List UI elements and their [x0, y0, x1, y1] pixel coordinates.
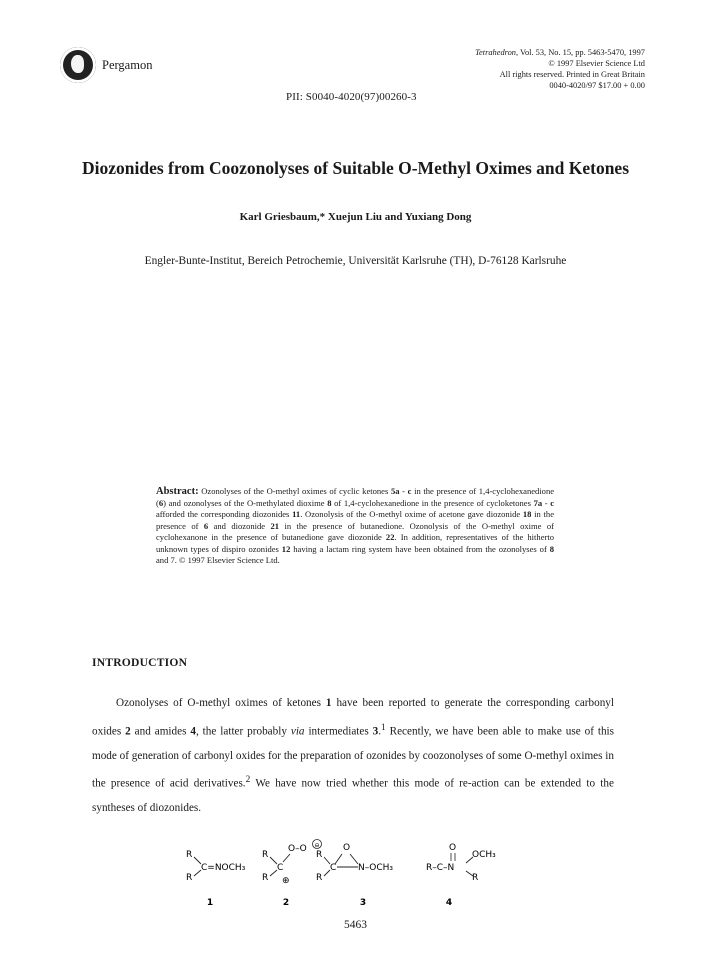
r-label: R: [262, 850, 269, 860]
price-line: 0040-4020/97 $17.00 + 0.00: [549, 81, 645, 90]
compound-number-2: 2: [282, 898, 290, 908]
bond: [194, 870, 201, 876]
abstract: [156, 486, 554, 567]
compound-ref: 12: [281, 543, 291, 554]
page-number: 5463: [344, 919, 367, 931]
oxygen-label: O: [343, 843, 351, 853]
oxygen-label: O: [449, 843, 457, 853]
compound-ref: 6: [158, 497, 164, 508]
abstract-text: and: [156, 555, 171, 565]
compound-4-structure: [426, 843, 496, 883]
abstract-text: -: [399, 486, 408, 496]
paper-title: Diozonides from Coozonolyses of Suitable O-Methyl Oximes and Ketones: [81, 158, 630, 178]
author-list: Karl Griesbaum,* Xuejun Liu and Yuxiang Dong: [239, 211, 472, 223]
compound-ref: 2: [125, 725, 131, 738]
body-text: , the latter probably: [195, 725, 291, 738]
compound-1-structure: [186, 850, 246, 883]
abstract-number: 7: [170, 555, 175, 565]
body-text: Ozonolyses of O-methyl oximes of ketones: [116, 697, 326, 709]
body-text: intermediates: [304, 725, 373, 738]
body-text: have been reported to generate the corresponding carbonyl oxides: [92, 697, 614, 738]
publisher-name: Pergamon: [102, 58, 153, 72]
compound-ref: 18: [522, 509, 532, 519]
compound-ref: 8: [549, 543, 555, 554]
carbon-label: C: [330, 863, 337, 873]
compound-ref: c: [407, 486, 412, 496]
amide-chain: R–C–N: [426, 863, 455, 873]
journal-citation: [385, 47, 645, 58]
chemical-scheme: [0, 830, 711, 910]
compound-number-3: 3: [359, 898, 367, 908]
abstract-text: having a lactam ring system have been obtained from the ozonolyses of: [290, 543, 550, 554]
charge-plus: ⊕: [282, 876, 290, 886]
compound-ref: c: [550, 497, 554, 508]
reference-superscript: 2: [245, 775, 251, 786]
peroxide-chain: O–O: [288, 844, 307, 854]
methoxyamine-group: N–OCH₃: [358, 863, 393, 873]
journal-name: Tetrahedron: [475, 48, 516, 57]
journal-details: , Vol. 53, No. 15, pp. 5463-5470, 1997: [515, 48, 645, 57]
body-text: Recently, we have been able to make use of this mode of generation of carbonyl oxides for the preparation of ozonides by coozonolyses of some O-methyl oximes in the presence of acid derivatives.: [92, 725, 615, 790]
section-heading-introduction: INTRODUCTION: [92, 656, 188, 669]
bond: [283, 854, 290, 862]
abstract-text: ) and ozonolyses of the O-methylated dioxime: [163, 497, 328, 508]
abstract-text: in the presence of: [156, 509, 554, 531]
abstract-label: Abstract:: [156, 486, 199, 497]
compound-number-1: 1: [206, 898, 214, 908]
charge-minus: ⊖: [314, 842, 320, 849]
abstract-text: afforded the corresponding diozonides: [156, 509, 293, 519]
compound-ref: 8: [327, 497, 332, 508]
body-text: We have now tried whether this mode of re-action can be extended to the syntheses of diozonides.: [92, 777, 614, 815]
via-italic: via: [290, 725, 305, 738]
r-label: R: [316, 873, 323, 883]
journal-info: [385, 47, 645, 91]
r-label: R: [186, 873, 193, 883]
compound-ref: 21: [270, 520, 280, 531]
compound-3-structure: [316, 843, 393, 883]
bond: [350, 854, 358, 864]
r-label: R: [472, 873, 479, 883]
abstract-text: in the presence of butanedione. Ozonolysis of the O-methyl oxime of cyclohexanone in the presence of butanedione gave diozonide: [156, 520, 554, 542]
abstract-text: and diozonide: [208, 520, 271, 531]
r-label: R: [186, 850, 193, 860]
abstract-text: . In addition, representatives of the hitherto unknown types of dispiro ozonides: [156, 532, 554, 554]
abstract-text: . © 1997 Elsevier Science Ltd.: [174, 555, 280, 565]
carbon-label: C: [277, 863, 284, 873]
bond: [194, 857, 201, 864]
r-label: R: [316, 850, 323, 860]
body-text: and amides: [130, 725, 191, 738]
compound-ref: 11: [292, 509, 301, 519]
compound-number-4: 4: [445, 898, 453, 908]
author-affiliation: Engler-Bunte-Institut, Bereich Petrochemie, Universität Karlsruhe (TH), D-76128 Karlsruhe: [144, 255, 567, 267]
body-text: .: [378, 725, 382, 738]
pii-identifier: PII: S0040-4020(97)00260-3: [286, 91, 417, 103]
compound-ref: 22: [385, 532, 395, 542]
r-label: R: [262, 873, 269, 883]
bond: [270, 870, 277, 876]
pergamon-logo: [60, 47, 96, 83]
oxime-group: C=NOCH₃: [201, 863, 246, 873]
compound-ref: 5a: [390, 486, 400, 496]
abstract-text: Ozonolyses of the O-methyl oximes of cyclic ketones: [198, 486, 391, 496]
abstract-text: in the presence of 1,4-cyclohexanedione (: [156, 486, 555, 508]
rights-line: All rights reserved. Printed in Great Britain: [499, 70, 645, 79]
compound-ref: 4: [190, 725, 196, 738]
introduction-paragraph: [92, 691, 614, 821]
reference-superscript: 1: [381, 722, 386, 733]
copyright-line: © 1997 Elsevier Science Ltd: [548, 59, 645, 68]
bond: [270, 857, 277, 864]
abstract-text: . Ozonolysis of the O-methyl oxime of acetone gave diozonide: [300, 509, 523, 519]
abstract-text: of 1,4-cyclohexanedione in the presence of cycloketones: [331, 497, 534, 508]
compound-ref: 6: [203, 520, 209, 531]
abstract-text: -: [542, 497, 551, 508]
compound-2-structure: [262, 840, 322, 887]
compound-ref: 7a: [533, 497, 543, 508]
methoxy-label: OCH₃: [472, 850, 496, 860]
compound-ref: 1: [325, 697, 332, 709]
compound-ref: 3: [372, 725, 379, 738]
